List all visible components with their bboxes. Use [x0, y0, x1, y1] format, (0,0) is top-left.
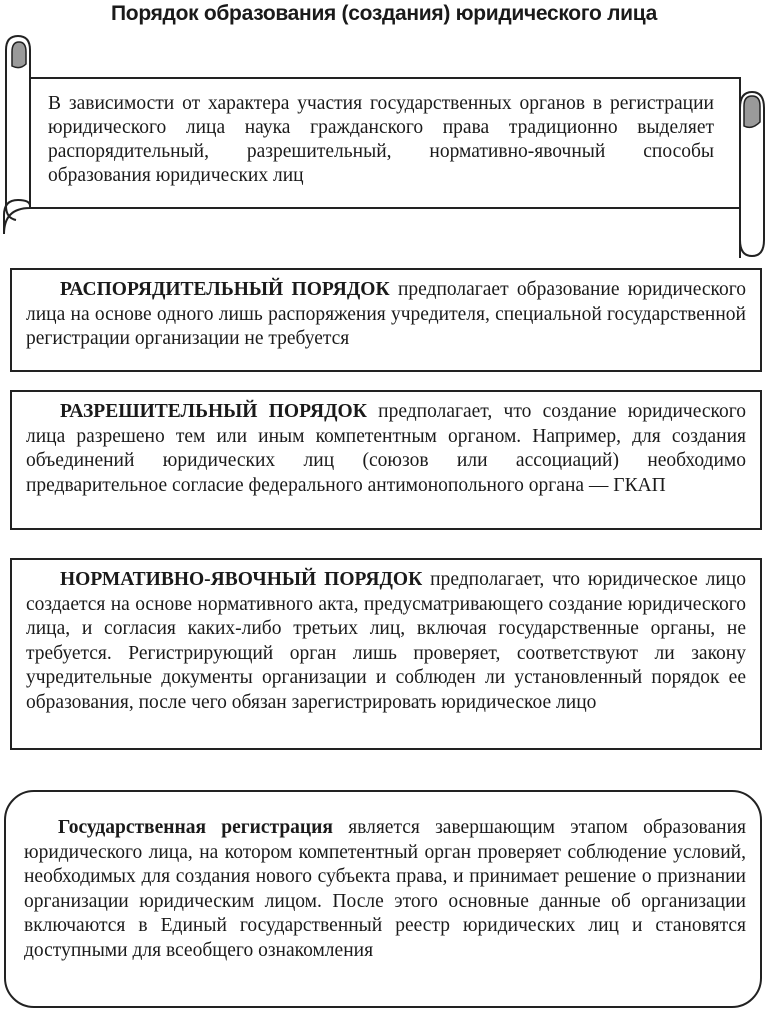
normative-order-term: НОРМАТИВНО-ЯВОЧНЫЙ ПОРЯДОК [60, 569, 423, 590]
directive-order-paragraph [26, 278, 746, 352]
intro-scroll [0, 30, 768, 262]
state-registration-box [4, 790, 762, 1008]
directive-order-box [10, 268, 762, 372]
permissive-order-text: предполагает, что создание юридического лица разрешено тем или иным компетентным органом. Например, для создания объединений юридических лиц (союзов или ассоциаций) необходимо предварительное согласие федерального антимонопольного органа — ГКАП [26, 401, 747, 496]
page-title: Порядок образования (создания) юридического лица [111, 2, 657, 25]
state-registration-term: Государственная регистрация [58, 817, 333, 838]
permissive-order-box [10, 390, 762, 530]
intro-text: В зависимости от характера участия государственных органов в регистрации юридического лица наука гражданского права традиционно выделяет распорядительный, разрешительный, нормативно-явочный способы образования юридических лиц [48, 93, 714, 186]
normative-order-text: предполагает, что юридическое лицо создается на основе нормативного акта, предусматривающего создание юридического лица, и согласия каких-либо третьих лиц, включая государственные органы, не требуется. Регистрирующий орган лишь проверяет, соответствуют ли закону учредительные документы организации и соблюден ли установленный порядок ее образования, после чего обязан зарегистрировать юридическое лицо [26, 569, 746, 713]
normative-order-paragraph [26, 568, 746, 715]
permissive-order-paragraph [26, 400, 746, 498]
directive-order-text: предполагает образование юридического лица на основе одного лишь распоряжения учредителя, специальной государственной регистрации организации не требуется [26, 279, 747, 349]
state-registration-text: является завершающим этапом образования юридического лица, на котором компетентный орган проверяет соблюдение условий, необходимых для создания нового субъекта права, и принимает решение о признании организации юридическим лицом. После этого основные данные об организации включаются в Единый государственный реестр юридических лиц и становятся доступными для всеобщего ознакомления [24, 817, 746, 961]
directive-order-term: РАСПОРЯДИТЕЛЬНЫЙ ПОРЯДОК [60, 279, 390, 300]
normative-order-box [10, 558, 762, 750]
state-registration-paragraph [24, 816, 746, 963]
permissive-order-term: РАЗРЕШИТЕЛЬНЫЙ ПОРЯДОК [60, 401, 367, 422]
